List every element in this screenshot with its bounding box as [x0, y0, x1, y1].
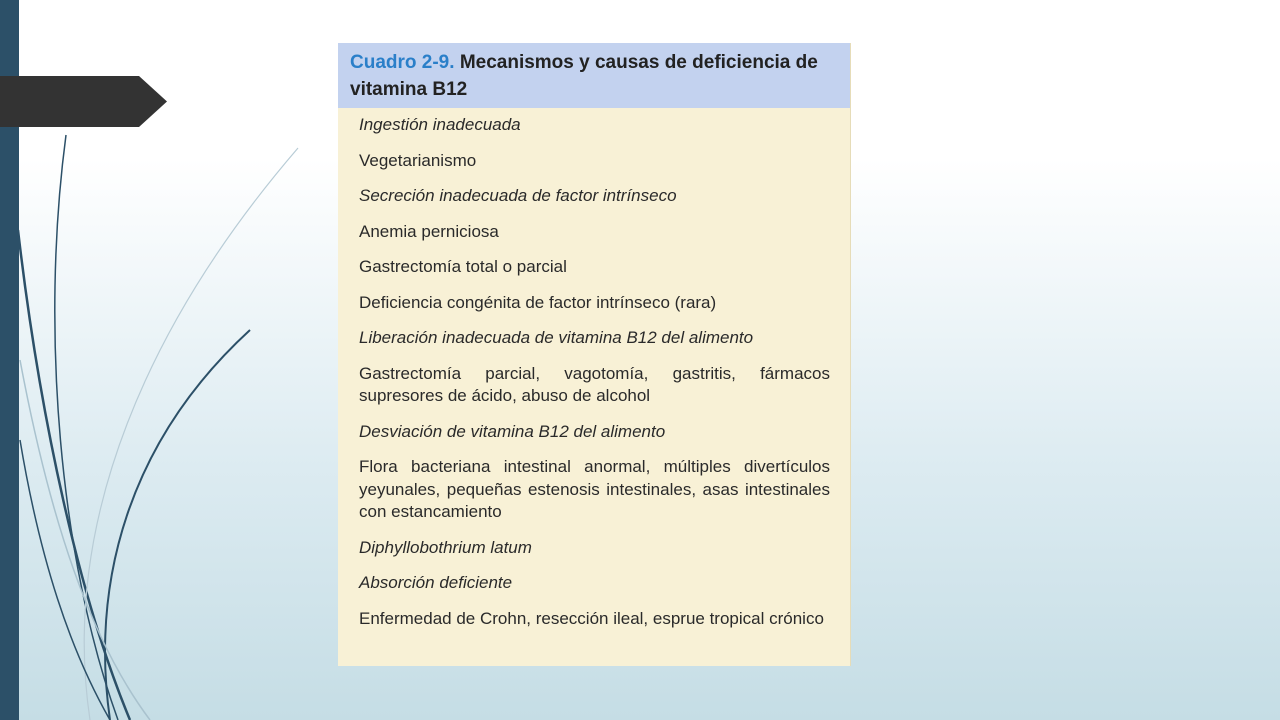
table-number: Cuadro 2-9. — [350, 52, 455, 73]
cause-row: Gastrectomía parcial, vagotomía, gastritis, fármacos supresores de ácido, abuso de alcohol — [359, 363, 830, 405]
table-rows — [338, 108, 850, 630]
category-row: Absorción deficiente — [359, 573, 513, 592]
vitamin-b12-table — [338, 43, 851, 666]
cause-row: Vegetarianismo — [359, 150, 477, 170]
table-header — [338, 43, 850, 108]
cause-row: Anemia perniciosa — [359, 221, 499, 241]
table-title: Mecanismos y causas de deficiencia de vitamina B12 — [350, 52, 818, 100]
category-row: Desviación de vitamina B12 del alimento — [359, 421, 666, 441]
cause-row: Flora bacteriana intestinal anormal, múltiples divertículos yeyunales, pequeñas estenosis intestinales, asas intestinales con estancamiento — [359, 457, 830, 521]
category-row: Ingestión inadecuada — [359, 115, 521, 134]
cause-row: Deficiencia congénita de factor intrínseco (rara) — [359, 292, 717, 312]
cause-row: Gastrectomía total o parcial — [359, 257, 567, 276]
category-row: Liberación inadecuada de vitamina B12 del alimento — [359, 328, 754, 347]
arrow-tab — [0, 76, 167, 127]
cause-row: Enfermedad de Crohn, resección ileal, esprue tropical crónico — [359, 608, 824, 628]
category-row: Diphyllobothrium latum — [359, 537, 532, 557]
category-row: Secreción inadecuada de factor intrínseco — [359, 186, 677, 205]
